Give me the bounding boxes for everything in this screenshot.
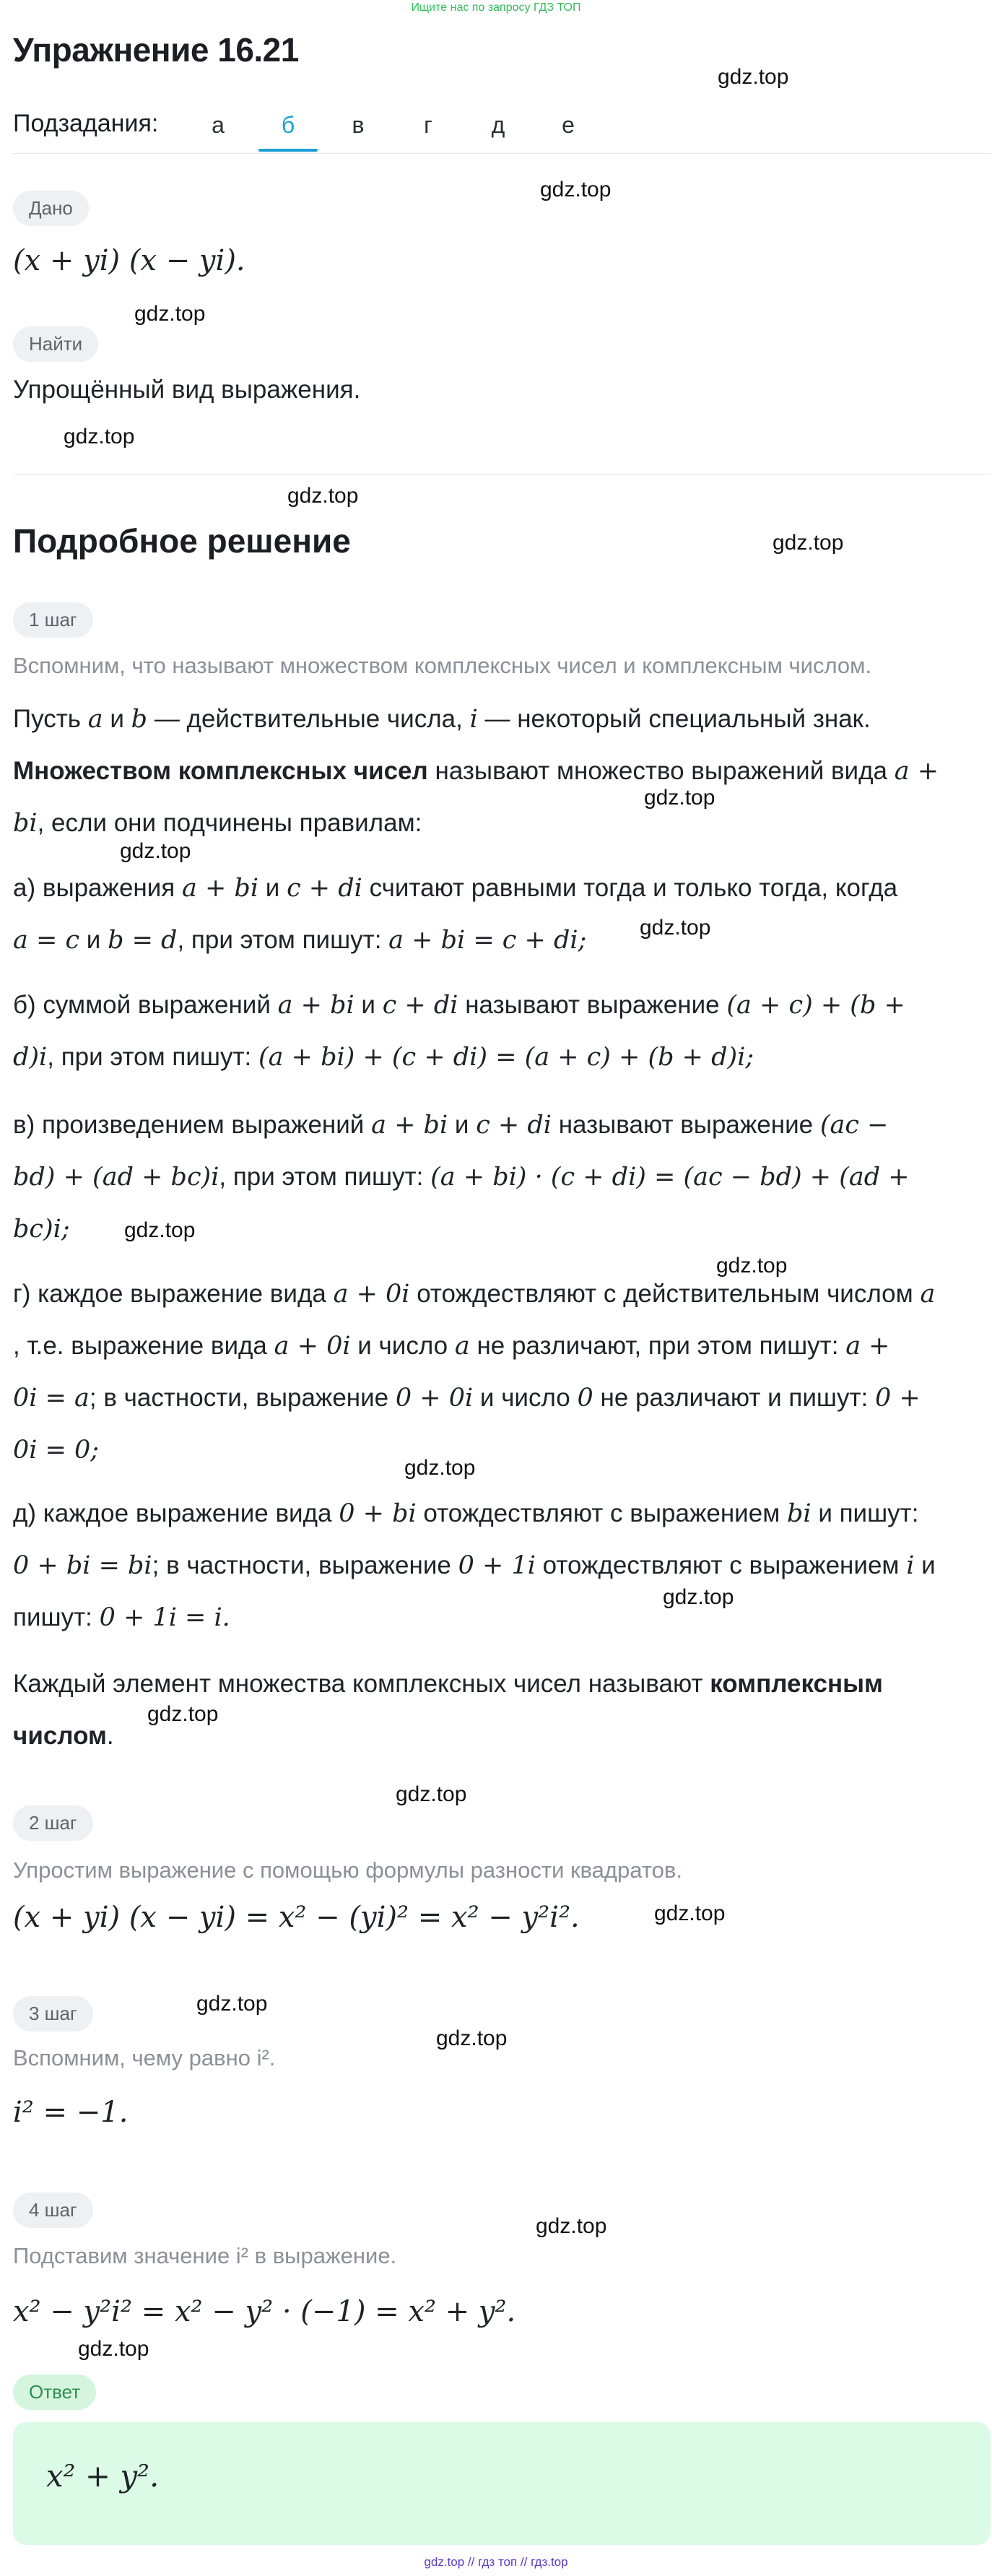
watermark: gdz.top (716, 1254, 788, 1278)
answer-formula: x² + y². (46, 2458, 160, 2494)
watermark: gdz.top (78, 2337, 149, 2361)
footer-links[interactable]: gdz.top // гдз топ // гдз.top (424, 2555, 568, 2569)
top-banner[interactable]: Ищите нас по запросу ГДЗ ТОП (411, 1, 581, 14)
given-chip: Дано (13, 191, 89, 226)
watermark: gdz.top (124, 1218, 196, 1242)
step-1-rule-b: б) суммой выражений a + bi и c + di называют выражение (a + c) + (b + d)i, при этом пишут: (a + bi) + (c + di) = (a + c) + (b + d)i; (13, 991, 905, 1072)
watermark: gdz.top (540, 178, 612, 201)
watermark: gdz.top (396, 1782, 467, 1806)
find-text: Упрощённый вид выражения. (13, 376, 361, 404)
watermark: gdz.top (147, 1702, 219, 1726)
tab-v[interactable]: в (352, 112, 365, 138)
watermark: gdz.top (64, 425, 135, 448)
step-2-chip: 2 шаг (13, 1805, 93, 1841)
step-3-hint: Вспомним, чему равно i². (13, 2045, 276, 2070)
given-formula: (x + yi) (x − yi). (13, 244, 245, 277)
watermark: gdz.top (644, 786, 715, 810)
watermark: gdz.top (404, 1456, 476, 1480)
active-tab-indicator (258, 149, 318, 152)
page-title: Упражнение 16.21 (13, 31, 299, 69)
divider (13, 153, 991, 154)
step-3-chip: 3 шаг (13, 1996, 93, 2031)
tab-e[interactable]: е (562, 112, 575, 138)
step-2-formula: (x + yi) (x − yi) = x² − (yi)² = x² − y²i². (13, 1901, 580, 1934)
watermark: gdz.top (287, 484, 359, 508)
step-4-formula: x² − y²i² = x² − y² · (−1) = x² + y². (13, 2295, 516, 2328)
step-1-conclusion: Каждый элемент множества комплексных чисел называют комплексным числом. (13, 1670, 883, 1750)
tab-d[interactable]: д (491, 112, 505, 138)
step-1-paragraph-1: Пусть a и b — действительные числа, i — некоторый специальный знак. (13, 705, 871, 734)
watermark: gdz.top (134, 302, 206, 326)
find-chip: Найти (13, 326, 98, 362)
tab-b[interactable]: б (281, 112, 295, 138)
watermark: gdz.top (120, 839, 191, 863)
watermark: gdz.top (654, 1901, 726, 1925)
watermark: gdz.top (436, 2026, 508, 2050)
step-1-rule-d: г) каждое выражение вида a + 0i отождествляют с действительным числом a , т.е. выражение вида a + 0i и число a не различают, при этом пишут: a + 0i = a; в частности, выражение 0 + 0i и число 0 не различают и пишут: 0 + 0i = 0; (13, 1280, 936, 1465)
step-1-rule-e: д) каждое выражение вида 0 + bi отождествляют с выражением bi и пишут: 0 + bi = bi; в частности, выражение 0 + 1i отождествляют с выражением i и пишут: 0 + 1i = i. (13, 1499, 936, 1632)
solution-title: Подробное решение (13, 522, 351, 560)
step-2-hint: Упростим выражение с помощью формулы разности квадратов. (13, 1857, 682, 1883)
tab-a[interactable]: а (212, 112, 225, 138)
watermark: gdz.top (718, 65, 789, 89)
watermark: gdz.top (640, 916, 711, 940)
watermark: gdz.top (773, 531, 844, 555)
watermark: gdz.top (663, 1585, 734, 1609)
step-4-chip: 4 шаг (13, 2193, 93, 2228)
step-1-rule-c: в) произведением выражений a + bi и c + di называют выражение (ac − bd) + (ad + bc)i, при этом пишут: (a + bi) · (c + di) = (ac − bd) + (ad + bc)i; (13, 1111, 910, 1244)
answer-box (13, 2422, 991, 2545)
step-1-hint: Вспомним, что называют множеством комплексных чисел и комплексным числом. (13, 653, 872, 678)
step-1-chip: 1 шаг (13, 602, 93, 638)
subtasks-label: Подзадания: (13, 110, 159, 137)
watermark: gdz.top (536, 2214, 607, 2238)
answer-chip: Ответ (13, 2375, 96, 2410)
step-3-formula: i² = −1. (13, 2096, 129, 2129)
step-1-rule-a: а) выражения a + bi и c + di считают равными тогда и только тогда, когда a = c и b = d, при этом пишут: a + bi = c + di; (13, 874, 898, 955)
step-1-definition: Множеством комплексных чисел называют множество выражений вида a + bi, если они подчинены правилам: (13, 757, 939, 838)
step-4-hint: Подставим значение i² в выражение. (13, 2243, 397, 2268)
tab-g[interactable]: г (424, 112, 432, 138)
watermark: gdz.top (196, 1992, 268, 2016)
